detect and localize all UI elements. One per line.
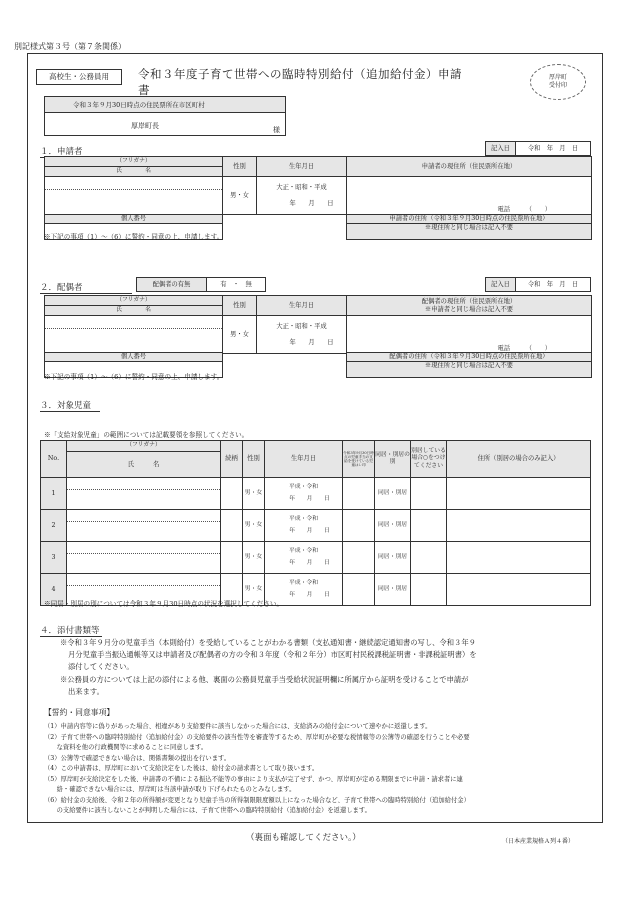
child-row — [41, 478, 591, 510]
applicant-ymd: 年 月 日 — [289, 199, 334, 207]
child-ymd: 年 月 日 — [289, 560, 330, 566]
attachments-p1-line1: ※令和３年９月分の児童手当（本則給付）を受給していることがわかる書類（支払通知書・継続認定通知書の写し、令和３年９ — [60, 638, 476, 647]
applicant-pledge: ※下記の事項（1）～（6）に誓約・同意の上、申請します。 — [44, 233, 224, 241]
section-applicant-title: １．申請者 — [40, 145, 140, 158]
pledge-item: （5）厚岸町が支給決定をした後、申請書の不備による振込不能等の事由により支払が完了せず、かつ、厚岸町が定める期限までに申請・請求者に連 — [44, 775, 463, 783]
col-name: 氏 名 — [67, 452, 221, 478]
spouse-date-label: 記入日 — [486, 278, 516, 292]
child-no: 1 — [41, 478, 67, 510]
stamp-line-1: 厚岸町 — [548, 74, 567, 81]
spouse-furigana-label: （フリガナ） — [45, 296, 223, 306]
stamp-line-2: 受付印 — [548, 82, 567, 89]
spouse-has-label: 配偶者の有無 — [137, 278, 207, 292]
mayor-name: 厚岸町長 — [131, 122, 159, 130]
municipality-header: 令和３年９月30日時点の住民票所在市区町村 — [45, 97, 285, 113]
child-furigana-field[interactable] — [67, 574, 220, 586]
attachments-p2-line1: ※公務員の方については上記の添付による他、裏面の公務員児童手当受給状況証明欄に所属庁から証明を受けることで申請が — [60, 675, 469, 684]
child-relation-field[interactable] — [221, 510, 243, 542]
date-label: 記入日 — [486, 142, 516, 156]
form-title: 令和３年度子育て世帯への臨時特別給付（追加給付金）申請書 — [138, 67, 462, 97]
spouse-ymd: 年 月 日 — [289, 338, 334, 346]
child-cohabit-field[interactable]: 同居・別居 — [375, 478, 411, 510]
col-no: No. — [41, 441, 67, 478]
children-footnote: ※同居・別居の別については令和３年９月30日時点の状況を選択してください。 — [44, 600, 284, 608]
applicant-sex-field[interactable]: 男・女 — [223, 177, 257, 215]
spouse-birth-label: 生年月日 — [257, 296, 347, 316]
child-furigana-field[interactable] — [67, 542, 220, 554]
spouse-address2-note: ※現住所と同じ場合は記入不要 — [424, 362, 514, 369]
section-attachments-title: ４．添付書類等 — [40, 624, 102, 637]
spouse-name-field[interactable] — [45, 316, 223, 354]
applicant-phone: 電話 （ ） — [497, 206, 551, 214]
col-cohabit: 同居・別居の別 — [375, 441, 411, 478]
section-children-title: ３．対象児童 — [40, 399, 100, 412]
attachments-p1-line2: 月分児童手当振込通帳等又は申請者及び配偶者の方の令和３年度（令和２年分）市区町村民税課税証明書・非課税証明書）を — [68, 650, 477, 659]
spouse-table — [44, 295, 592, 354]
child-no: 2 — [41, 510, 67, 542]
child-name-field[interactable] — [67, 510, 221, 542]
child-furigana-field[interactable] — [67, 478, 220, 490]
child-sep30-field[interactable] — [343, 478, 375, 510]
child-ymd: 年 月 日 — [289, 528, 330, 534]
applicant-furigana-label: （フリガナ） — [45, 157, 223, 167]
spouse-name-label: 氏 名 — [45, 306, 223, 316]
pledge-item: の支給要件に該当しないことが判明した場合には、子育て世帯への臨時特別給付（追加給付金）を返還します。 — [44, 807, 371, 814]
spouse-phone: 電話 （ ） — [497, 345, 551, 353]
pledge-item: （3）公簿等で確認できない場合は、関係書類の提出を行います。 — [44, 754, 231, 762]
child-birth-field[interactable] — [265, 510, 343, 542]
child-era: 平成・令和 — [289, 579, 318, 586]
spouse-has-box — [136, 277, 266, 292]
spouse-sex-label: 性別 — [223, 296, 257, 316]
spouse-address-field[interactable] — [347, 316, 592, 354]
col-address: 住所（別居の場合のみ記入） — [447, 441, 591, 478]
applicant-address2-label: 申請者の住所（令和３年９月30日時点の住民票所在地） — [347, 215, 592, 224]
pledge-item: （6）給付金の支給後、令和２年の所得額が変更となり児童手当の所得制限限度額以上になった場合など、子育て世帯への臨時特別給付（追加給付金） — [44, 796, 470, 804]
col-sex: 性別 — [243, 441, 265, 478]
child-cohabit-field[interactable]: 同居・別居 — [375, 574, 411, 606]
spouse-address-label-text: 配偶者の現住所（住民票所在地） — [421, 297, 517, 305]
children-note: ※「支給対象児童」の範囲については記載要領を参照してください。 — [44, 431, 249, 439]
pledge-item: な資料を他の行政機関等に求めることに同意します。 — [44, 744, 208, 751]
children-table — [40, 440, 591, 606]
applicant-address2-field[interactable] — [347, 224, 592, 240]
pledge-heading: 【誓約・同意事項】 — [44, 708, 115, 717]
child-relation-field[interactable] — [221, 542, 243, 574]
footer-paper-size: （日本産業規格Ａ列４番） — [502, 838, 575, 845]
col-birth: 生年月日 — [265, 441, 343, 478]
child-name-field[interactable] — [67, 478, 221, 510]
spouse-address-note: ※申請者と同じ場合は記入不要 — [424, 305, 514, 313]
reception-stamp — [530, 64, 586, 100]
child-address-field[interactable] — [447, 542, 591, 574]
child-ymd: 年 月 日 — [289, 592, 330, 598]
child-furigana-field[interactable] — [67, 510, 220, 522]
spouse-pledge: ※下記の事項（1）～（6）に誓約・同意の上、申請します。 — [44, 373, 224, 381]
col-dup: 別居している場合○をつけてください — [411, 441, 447, 478]
child-sex-field[interactable]: 男・女 — [243, 510, 265, 542]
applicant-mynumber-label: 個人番号 — [45, 215, 223, 224]
spouse-address2-label: 配偶者の住所（令和３年９月30日時点の住民票所在地） — [347, 353, 592, 362]
spouse-birth-field[interactable] — [257, 316, 347, 354]
child-no: 3 — [41, 542, 67, 574]
applicant-date-box — [485, 141, 591, 156]
child-sex-field[interactable]: 男・女 — [243, 574, 265, 606]
child-row — [41, 510, 591, 542]
spouse-furigana-field[interactable] — [45, 316, 222, 329]
child-cohabit-field[interactable]: 同居・別居 — [375, 510, 411, 542]
municipality-box — [44, 96, 286, 136]
pledge-item: （2）子育て世帯への臨時特別給付（追加給付金）の支給要件の該当性等を審査等するため、厚岸町が必要な税情報等の公簿等の確認を行うことや必要 — [44, 733, 470, 741]
target-tag: 高校生・公務員用 — [36, 69, 122, 85]
child-cohabit-field[interactable]: 同居・別居 — [375, 542, 411, 574]
form-number: 別記様式第３号（第７条関係） — [14, 42, 126, 51]
child-dup-field[interactable] — [411, 510, 447, 542]
footer-back-note: （裏面も確認してください。） — [246, 833, 361, 843]
spouse-has-field[interactable]: 有 ・ 無 — [207, 278, 266, 292]
child-sep30-field[interactable] — [343, 510, 375, 542]
child-relation-field[interactable] — [221, 478, 243, 510]
pledge-item: （4）この申請書は、厚岸町において支給決定をした後は、給付金の請求書として取り扱います。 — [44, 765, 319, 772]
pledge-item: 絡・確認できない場合には、厚岸町は当該申請が取り下げられたものとみなします。 — [44, 786, 296, 793]
child-dup-field[interactable] — [411, 542, 447, 574]
attachments-p1 — [60, 637, 590, 673]
applicant-name-label: 氏 名 — [45, 167, 223, 177]
child-ymd: 年 月 日 — [289, 496, 330, 502]
col-relation: 続柄 — [221, 441, 243, 478]
pledge-list — [44, 722, 596, 817]
child-era: 平成・令和 — [289, 515, 318, 522]
col-sep30: 令和3年9月30日時点の児童手当の支給を受けている児童はレ印 — [343, 441, 375, 478]
attachments-p1-line3: 添付してください。 — [68, 662, 134, 671]
attachments-p2-line2: 出来ます。 — [68, 687, 104, 696]
spouse-date-field[interactable]: 令和 年 月 日 — [516, 278, 591, 292]
applicant-era: 大正・昭和・平成 — [276, 183, 327, 191]
applicant-furigana-field[interactable] — [45, 177, 222, 190]
spouse-mynumber-label: 個人番号 — [45, 353, 223, 362]
child-address-field[interactable] — [447, 574, 591, 606]
child-dup-field[interactable] — [411, 574, 447, 606]
applicant-birth-field[interactable] — [257, 177, 347, 215]
child-sex-field[interactable]: 男・女 — [243, 542, 265, 574]
date-field[interactable]: 令和 年 月 日 — [516, 142, 591, 156]
child-dup-field[interactable] — [411, 478, 447, 510]
spouse-date-box — [485, 277, 591, 292]
child-era: 平成・令和 — [289, 547, 318, 554]
spouse-era: 大正・昭和・平成 — [276, 322, 327, 330]
child-sep30-field[interactable] — [343, 574, 375, 606]
spouse-address-label — [347, 296, 592, 316]
child-name-field[interactable] — [67, 542, 221, 574]
honorific: 様 — [273, 126, 280, 134]
applicant-birth-label: 生年月日 — [257, 157, 347, 177]
child-address-field[interactable] — [447, 510, 591, 542]
applicant-table — [44, 156, 592, 215]
child-row — [41, 542, 591, 574]
applicant-sex-label: 性別 — [223, 157, 257, 177]
child-sep30-field[interactable] — [343, 542, 375, 574]
child-no: 4 — [41, 574, 67, 606]
col-furigana: （フリガナ） — [67, 441, 221, 452]
attachments-p2 — [60, 674, 590, 698]
applicant-address2-note: ※現住所と同じ場合は記入不要 — [424, 224, 514, 231]
section-spouse-title: ２．配偶者 — [40, 281, 132, 294]
child-birth-field[interactable] — [265, 542, 343, 574]
child-sex-field[interactable]: 男・女 — [243, 478, 265, 510]
child-birth-field[interactable] — [265, 478, 343, 510]
applicant-address-label: 申請者の現住所（住民票所在地） — [347, 157, 592, 177]
child-address-field[interactable] — [447, 478, 591, 510]
child-era: 平成・令和 — [289, 483, 318, 490]
spouse-sex-field[interactable]: 男・女 — [223, 316, 257, 354]
pledge-item: （1）申請内容等に偽りがあった場合、相違があり支給要件に該当しなかった場合には、支給済みの給付金について速やかに返還します。 — [44, 723, 432, 730]
spouse-address2-field[interactable] — [347, 362, 592, 378]
applicant-address-field[interactable] — [347, 177, 592, 215]
applicant-name-field[interactable] — [45, 177, 223, 215]
